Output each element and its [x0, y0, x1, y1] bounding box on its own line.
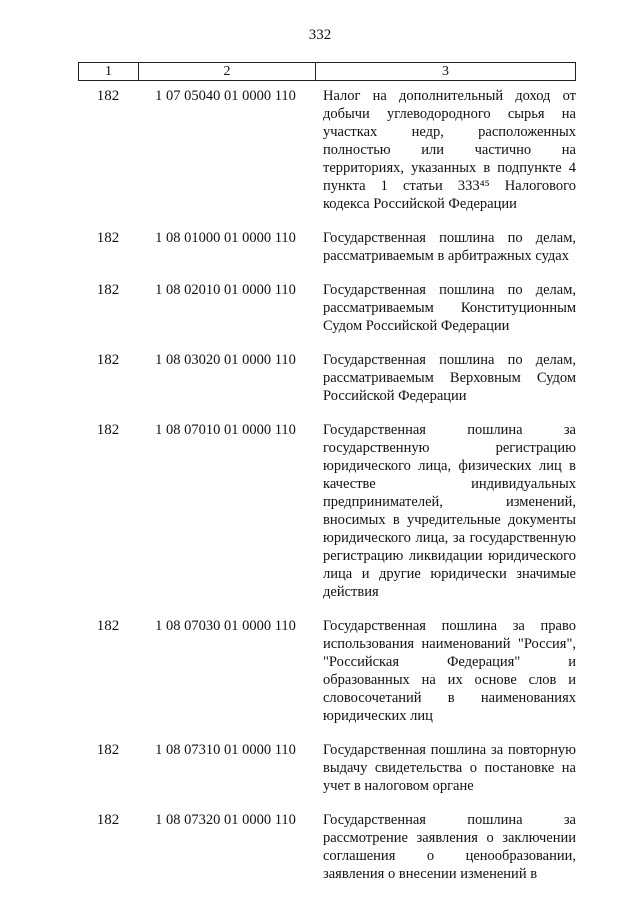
header-col-1: 1 [79, 63, 139, 80]
row-description: Государственная пошлина по делам, рассматриваемым Верховным Судом Российской Федерации [323, 352, 576, 404]
admin-code: 182 [96, 422, 120, 438]
row-description: Государственная пошлина за право использования наименований "Россия", "Российская Федерация" и образованных на их основе слов и словосочетаний в наименованиях юридических лиц [323, 618, 576, 724]
admin-code: 182 [96, 282, 120, 298]
admin-code: 182 [96, 352, 120, 368]
admin-code: 182 [96, 88, 120, 104]
kbk-code: 1 08 07030 01 0000 110 [155, 618, 296, 634]
admin-code: 182 [96, 618, 120, 634]
header-col-2: 2 [139, 63, 316, 80]
kbk-code: 1 07 05040 01 0000 110 [155, 88, 296, 104]
kbk-code: 1 08 07320 01 0000 110 [155, 812, 296, 828]
row-description: Государственная пошлина по делам, рассматриваемым Конституционным Судом Российской Федерации [323, 282, 576, 334]
header-col-3: 3 [442, 64, 449, 79]
kbk-code: 1 08 07310 01 0000 110 [155, 742, 296, 758]
row-description: Государственная пошлина за повторную выдачу свидетельства о постановке на учет в налоговом органе [323, 742, 576, 794]
row-description: Государственная пошлина за рассмотрение заявления о заключении соглашения о ценообразовании, заявления о внесении изменений в [323, 812, 576, 882]
table-row [78, 421, 576, 601]
table-row [78, 351, 576, 405]
kbk-code: 1 08 02010 01 0000 110 [155, 282, 296, 298]
table-row [78, 281, 576, 335]
kbk-code: 1 08 07010 01 0000 110 [155, 422, 296, 438]
table-row [78, 741, 576, 795]
row-description: Государственная пошлина по делам, рассматриваемым в арбитражных судах [323, 230, 576, 264]
table-row [78, 87, 576, 213]
kbk-code: 1 08 01000 01 0000 110 [155, 230, 296, 246]
table-row [78, 229, 576, 265]
table-row [78, 617, 576, 725]
table-body [78, 87, 576, 883]
row-description: Налог на дополнительный доход от добычи углеводородного сырья на участках недр, расположенных полностью или частично на территориях, указанных в подпункте 4 пункта 1 статьи 333⁴⁵ Налогового кодекса Российской Федерации [323, 88, 576, 212]
admin-code: 182 [96, 230, 120, 246]
admin-code: 182 [96, 812, 120, 828]
admin-code: 182 [96, 742, 120, 758]
kbk-code: 1 08 03020 01 0000 110 [155, 352, 296, 368]
row-description: Государственная пошлина за государственную регистрацию юридического лица, физических лиц в качестве индивидуальных предпринимателей, изменений, вносимых в учредительные документы юридического лица, за государственную регистрацию ликвидации юридического лица и другие юридически значимые действия [323, 422, 576, 600]
page-number: 332 [308, 27, 332, 43]
table-row [78, 811, 576, 883]
table-header [78, 62, 576, 81]
